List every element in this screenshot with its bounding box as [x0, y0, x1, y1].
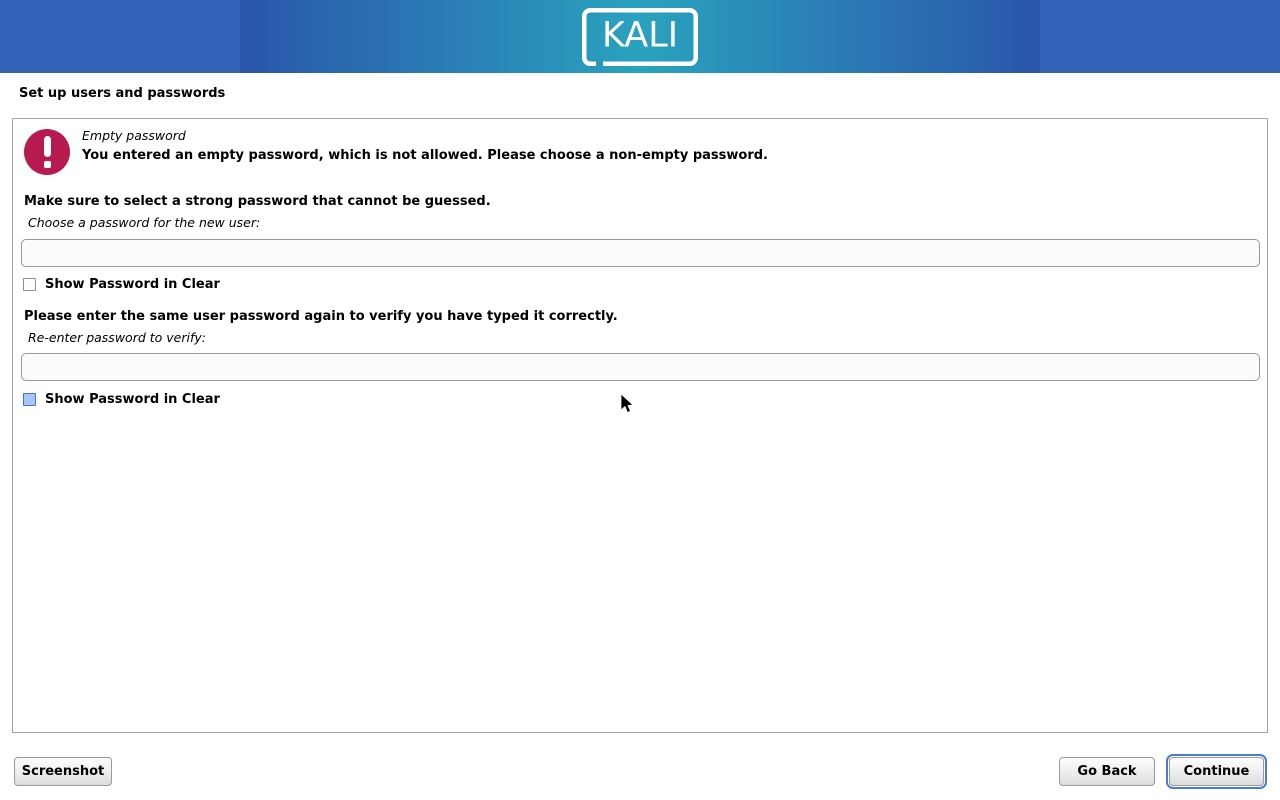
installer-banner [0, 0, 1280, 73]
kali-logo-text: KALI [601, 15, 679, 56]
error-exclamation-icon [24, 129, 70, 175]
verify-section-heading: Please enter the same user password again to verify you have typed it correctly. [24, 309, 618, 324]
screenshot-button[interactable]: Screenshot [14, 757, 112, 786]
go-back-button[interactable]: Go Back [1059, 757, 1155, 786]
show-password-checkbox-1[interactable] [23, 278, 36, 291]
show-password-checkbox-label-1[interactable]: Show Password in Clear [45, 277, 220, 292]
main-content-panel [12, 118, 1268, 733]
kali-logo [582, 8, 698, 66]
password-section-heading: Make sure to select a strong password that cannot be guessed. [24, 194, 491, 209]
page-title: Set up users and passwords [19, 86, 226, 101]
verify-password-input[interactable] [21, 353, 1260, 381]
error-title: Empty password [82, 128, 186, 143]
password-input[interactable] [21, 239, 1260, 267]
verify-field-label: Re-enter password to verify: [28, 330, 206, 345]
continue-button[interactable]: Continue [1169, 757, 1264, 786]
show-password-checkbox-2[interactable] [23, 393, 36, 406]
show-password-checkbox-row-1[interactable] [23, 277, 220, 292]
error-message: You entered an empty password, which is not allowed. Please choose a non-empty password. [82, 148, 768, 163]
show-password-checkbox-label-2[interactable]: Show Password in Clear [45, 392, 220, 407]
password-field-label: Choose a password for the new user: [28, 215, 261, 230]
show-password-checkbox-row-2[interactable] [23, 392, 220, 407]
